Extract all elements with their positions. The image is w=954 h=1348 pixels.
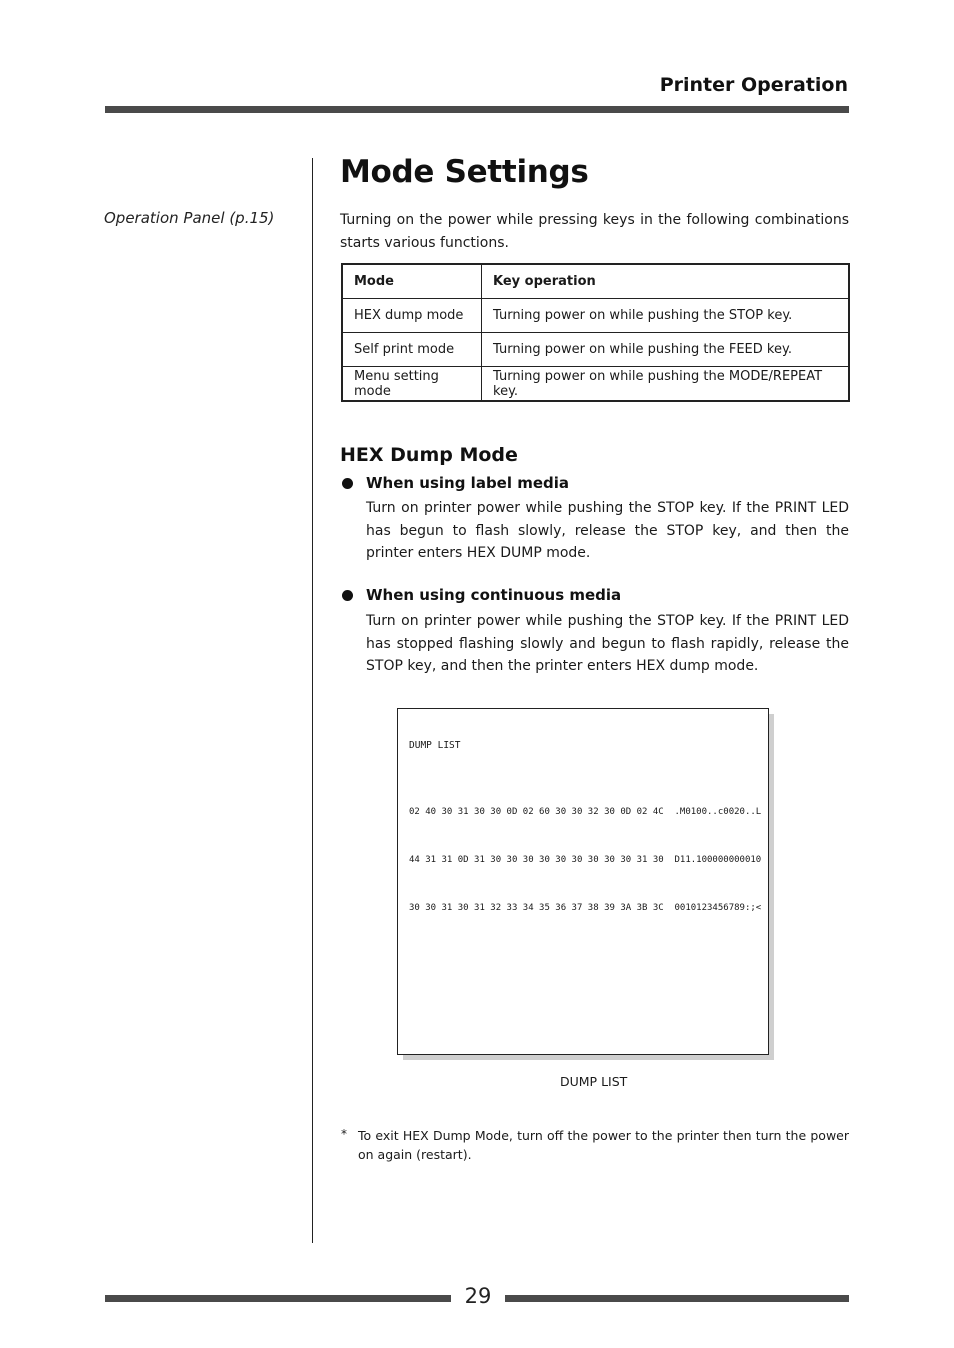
table-cell-operation: Turning power on while pushing the STOP key.	[482, 299, 850, 333]
table-cell-mode: Self print mode	[342, 333, 482, 367]
column-divider	[312, 158, 313, 1243]
table-header-mode: Mode	[342, 264, 482, 299]
footnote: To exit HEX Dump Mode, turn off the power to the printer then turn the power on again (restart).	[358, 1128, 849, 1162]
table-row	[342, 367, 849, 402]
dump-line: 02 40 30 31 30 30 0D 02 60 30 30 32 30 0D 02 4C .M0100..c0020..L	[409, 807, 762, 817]
footnote-mark: *	[341, 1127, 347, 1141]
hex-dump-heading: HEX Dump Mode	[340, 444, 518, 466]
table-row	[342, 299, 849, 333]
section-title: Printer Operation	[659, 74, 848, 96]
page-number: 29	[464, 1284, 492, 1308]
intro-paragraph: Turning on the power while pressing keys in the following combinations starts various functions.	[340, 212, 849, 251]
table-cell-mode: HEX dump mode	[342, 299, 482, 333]
continuous-media-heading: When using continuous media	[366, 586, 622, 604]
table-header-row	[342, 264, 849, 299]
table-cell-operation: Turning power on while pushing the FEED key.	[482, 333, 850, 367]
header-rule	[105, 106, 849, 113]
dump-list-title: DUMP LIST	[409, 740, 461, 751]
bullet-icon	[342, 478, 353, 489]
page-title: Mode Settings	[340, 154, 589, 190]
continuous-media-text: Turn on printer power while pushing the STOP key. If the PRINT LED has stopped flashing slowly and begun to flash rapidly, release the STOP key, and then the printer enters HEX dump mode.	[366, 613, 849, 674]
cross-reference: Operation Panel (p.15)	[104, 209, 275, 227]
footer-rule-right	[505, 1295, 849, 1302]
label-media-heading: When using label media	[366, 474, 570, 492]
dump-line: 44 31 31 0D 31 30 30 30 30 30 30 30 30 30 31 30 D11.100000000010	[409, 855, 762, 865]
table-row	[342, 333, 849, 367]
label-media-text: Turn on printer power while pushing the STOP key. If the PRINT LED has begun to flash slowly, release the STOP key, and then the printer enters HEX DUMP mode.	[366, 500, 849, 561]
mode-table	[341, 263, 850, 402]
dump-line: 30 30 31 30 31 32 33 34 35 36 37 38 39 3A 3B 3C 0010123456789:;<	[409, 903, 762, 913]
table-cell-mode: Menu setting mode	[342, 367, 482, 402]
table-cell-operation: Turning power on while pushing the MODE/REPEAT key.	[482, 367, 850, 402]
footer-rule-left	[105, 1295, 451, 1302]
figure-caption: DUMP LIST	[560, 1074, 628, 1089]
table-header-key-operation: Key operation	[482, 264, 850, 299]
bullet-icon	[342, 590, 353, 601]
dump-list-lines	[409, 772, 761, 932]
